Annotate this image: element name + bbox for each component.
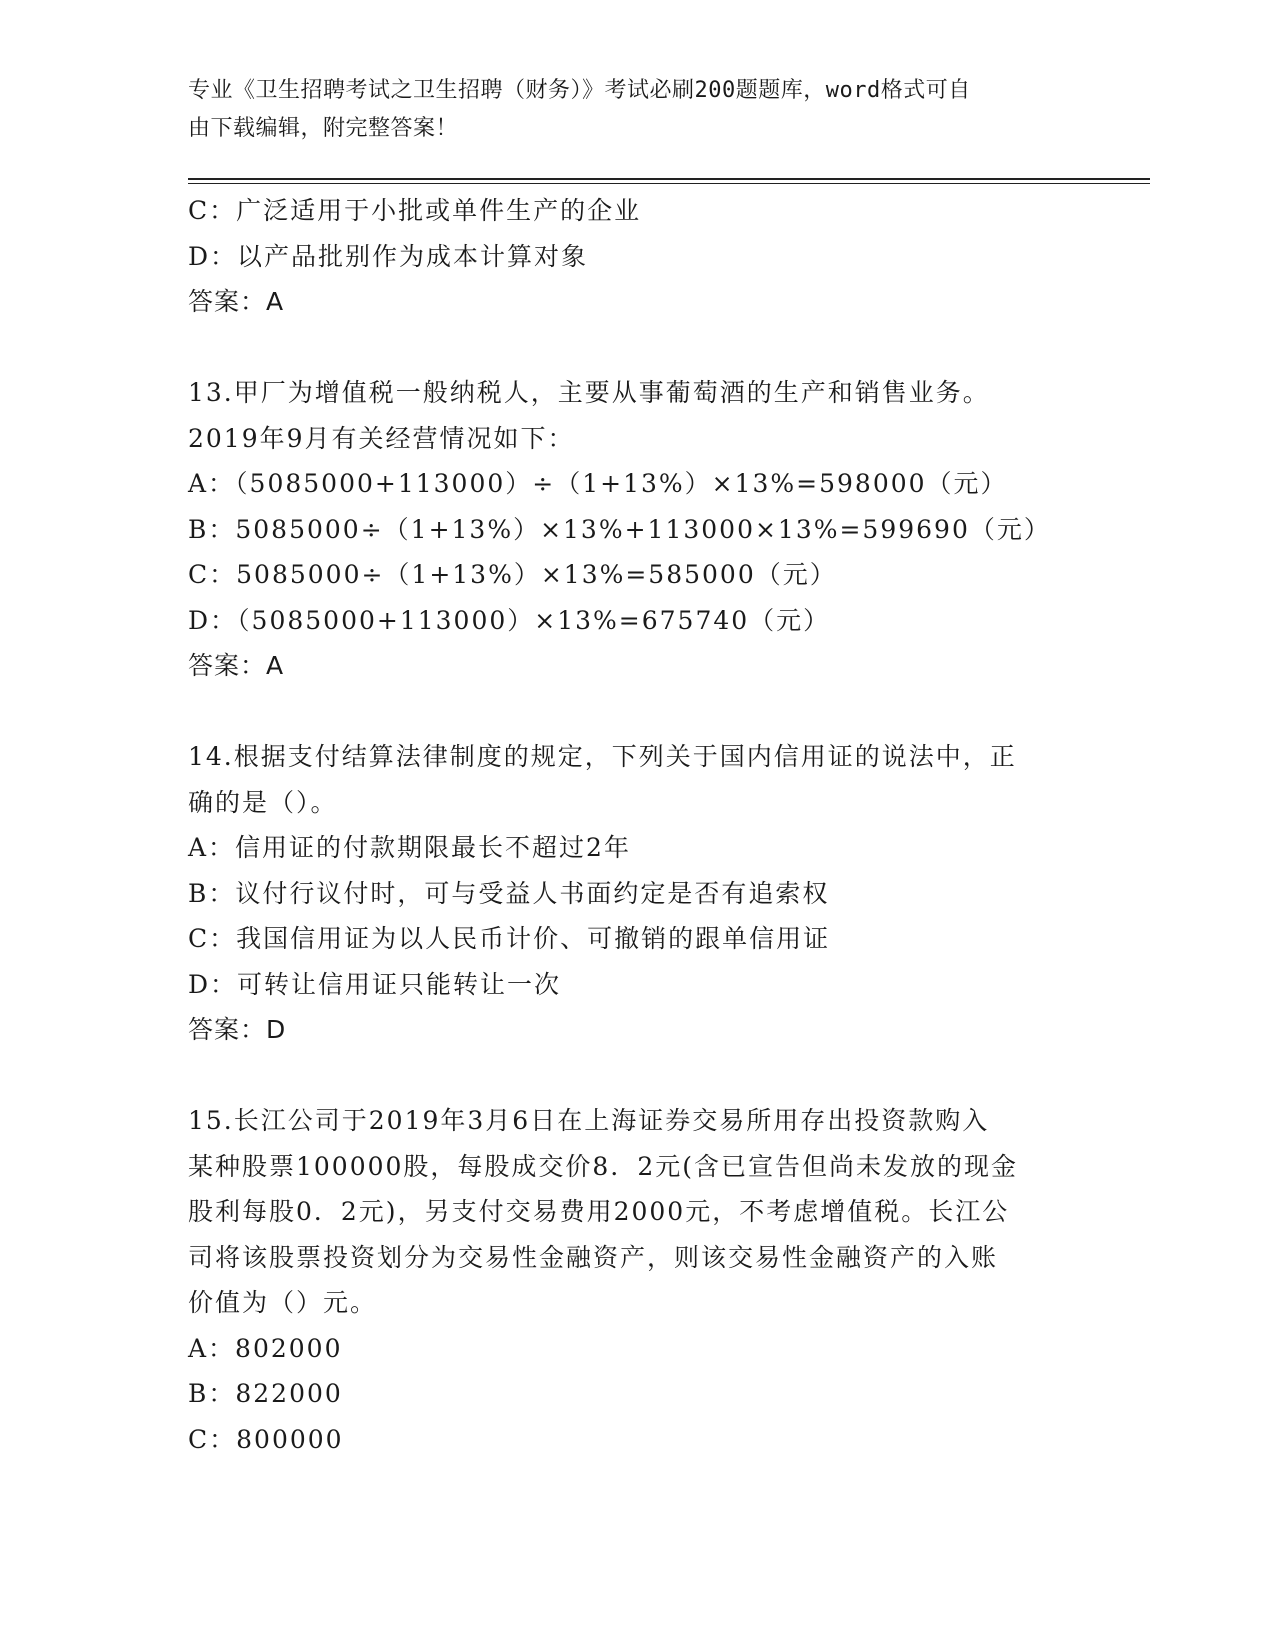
option-a: A：信用证的付款期限最长不超过2年 [188,833,631,862]
option-c: C：我国信用证为以人民币计价、可撤销的跟单信用证 [188,924,831,953]
option-b: B：5085000÷（1+13%）×13%+113000×13%=599690（元） [188,514,1051,544]
question-15 [188,1098,1088,1462]
document-header [188,72,1088,148]
answer-line: 答案：A [188,651,285,680]
question-stem: 15.长江公司于2019年3月6日在上海证券交易所用存出投资款购入 [188,1106,990,1135]
question-stem: 价值为（）元。 [188,1288,378,1317]
question-12-continued [188,188,1088,325]
question-content [188,188,1088,1462]
answer-line: 答案：D [188,1015,287,1044]
question-stem: 13.甲厂为增值税一般纳税人，主要从事葡萄酒的生产和销售业务。 [188,378,990,407]
question-stem: 股利每股0．2元)，另支付交易费用2000元，不考虑增值税。长江公 [188,1197,1010,1226]
question-stem: 2019年9月有关经营情况如下： [188,423,575,453]
spacer [188,325,1088,371]
spacer [188,689,1088,735]
header-line-2: 由下载编辑，附完整答案！ [188,116,459,141]
question-stem: 确的是（）。 [188,787,338,817]
option-d: D：以产品批别作为成本计算对象 [188,241,589,271]
question-stem: 某种股票100000股，每股成交价8．2元(含已宣告但尚未发放的现金 [188,1151,1019,1181]
question-stem: 14.根据支付结算法律制度的规定，下列关于国内信用证的说法中，正 [188,742,1017,771]
question-13 [188,370,1088,689]
header-divider-thin [188,183,1150,184]
option-b: B：822000 [188,1379,343,1408]
question-stem: 司将该股票投资划分为交易性金融资产，则该交易性金融资产的入账 [188,1242,999,1272]
option-a: A：（5085000+113000）÷（1+13%）×13%=598000（元） [188,469,1008,498]
header-divider-thick [188,178,1150,180]
option-c: C：800000 [188,1424,344,1454]
option-a: A：802000 [188,1333,343,1363]
option-c: C：5085000÷（1+13%）×13%=585000（元） [188,560,837,589]
question-14 [188,734,1088,1053]
answer-line: 答案：A [188,287,285,316]
option-c: C：广泛适用于小批或单件生产的企业 [188,196,642,225]
option-d: D：可转让信用证只能转让一次 [188,969,562,999]
header-line-1: 专业《卫生招聘考试之卫生招聘（财务）》考试必刷200题题库，word格式可自 [188,78,971,103]
spacer [188,1053,1088,1099]
option-b: B：议付行议付时，可与受益人书面约定是否有追索权 [188,878,830,908]
option-d: D：（5085000+113000）×13%=675740（元） [188,605,831,635]
